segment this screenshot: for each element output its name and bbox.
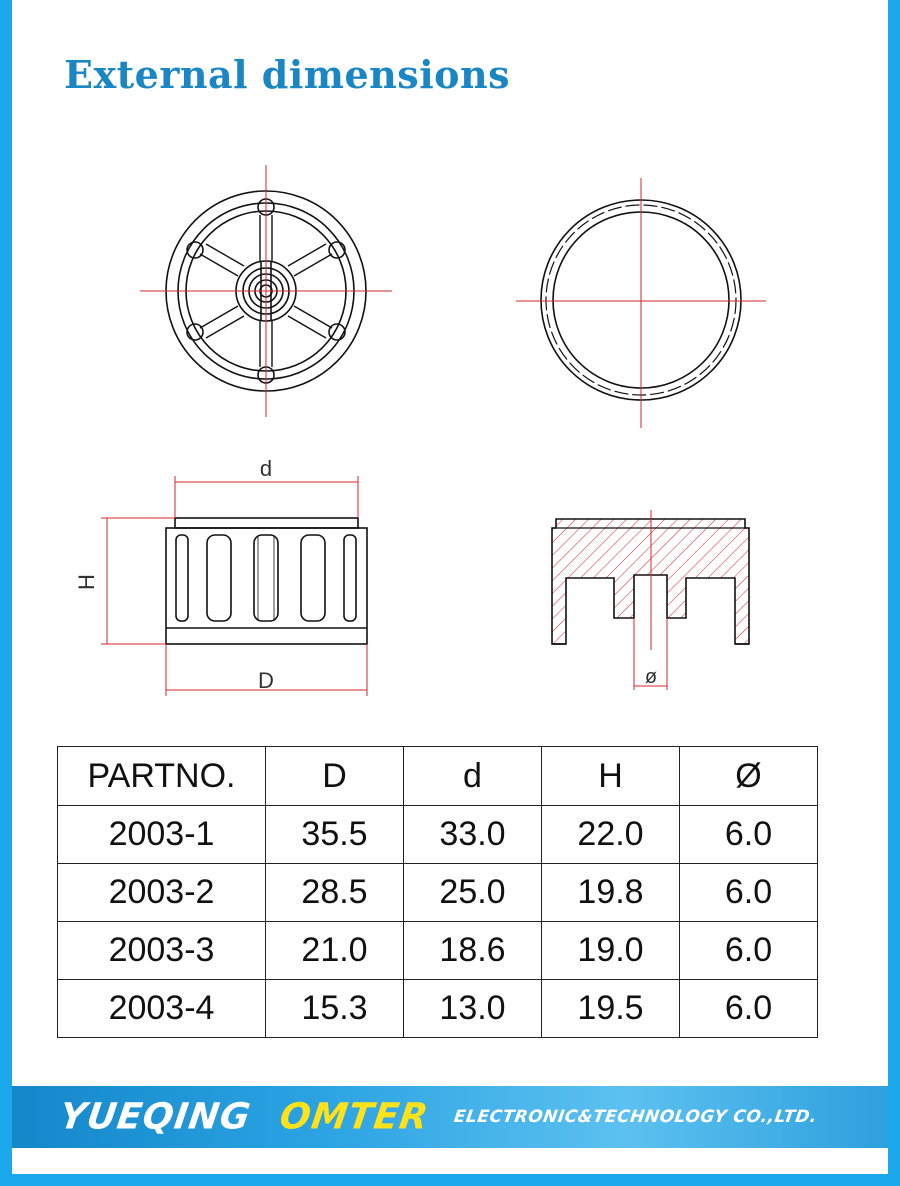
table-row xyxy=(58,864,818,922)
table-cell: 2003-3 xyxy=(58,922,266,980)
table-header-cell: Ø xyxy=(680,747,818,806)
table-cell: 18.6 xyxy=(404,922,542,980)
dimensions-table xyxy=(57,746,818,1038)
table-header-cell: D xyxy=(266,747,404,806)
table-cell: 21.0 xyxy=(266,922,404,980)
table-row xyxy=(58,980,818,1038)
dimension-lines-side xyxy=(101,476,367,696)
table-header-row xyxy=(58,747,818,806)
table-cell: 19.0 xyxy=(542,922,680,980)
company-name-second: OMTER xyxy=(277,1096,432,1138)
side-view-drawing xyxy=(166,518,367,644)
dimension-label-D: D xyxy=(258,668,274,693)
table-header-cell: d xyxy=(404,747,542,806)
table-cell: 2003-2 xyxy=(58,864,266,922)
dimension-label-d: d xyxy=(259,456,273,481)
table-row xyxy=(58,806,818,864)
page-title: External dimensions xyxy=(64,52,510,97)
dimension-label-H: H xyxy=(74,574,99,590)
table-cell: 6.0 xyxy=(680,864,818,922)
center-lines-left xyxy=(140,165,392,417)
table-header-cell: H xyxy=(542,747,680,806)
table-cell: 2003-1 xyxy=(58,806,266,864)
table-cell: 13.0 xyxy=(404,980,542,1038)
table-cell: 22.0 xyxy=(542,806,680,864)
table-cell: 6.0 xyxy=(680,980,818,1038)
table-header-cell: PARTNO. xyxy=(58,747,266,806)
table-cell: 19.5 xyxy=(542,980,680,1038)
table-cell: 15.3 xyxy=(266,980,404,1038)
company-banner xyxy=(12,1086,888,1148)
company-name-rest: ELECTRONIC&TECHNOLOGY CO.,LTD. xyxy=(452,1107,819,1127)
table-cell: 28.5 xyxy=(266,864,404,922)
table-cell: 6.0 xyxy=(680,806,818,864)
company-name-first: YUEQING xyxy=(57,1096,254,1138)
table-cell: 35.5 xyxy=(266,806,404,864)
table-cell: 2003-4 xyxy=(58,980,266,1038)
table-cell: 33.0 xyxy=(404,806,542,864)
table-row xyxy=(58,922,818,980)
table-cell: 25.0 xyxy=(404,864,542,922)
dimension-label-phi: ø xyxy=(644,666,658,688)
table-cell: 19.8 xyxy=(542,864,680,922)
table-cell: 6.0 xyxy=(680,922,818,980)
